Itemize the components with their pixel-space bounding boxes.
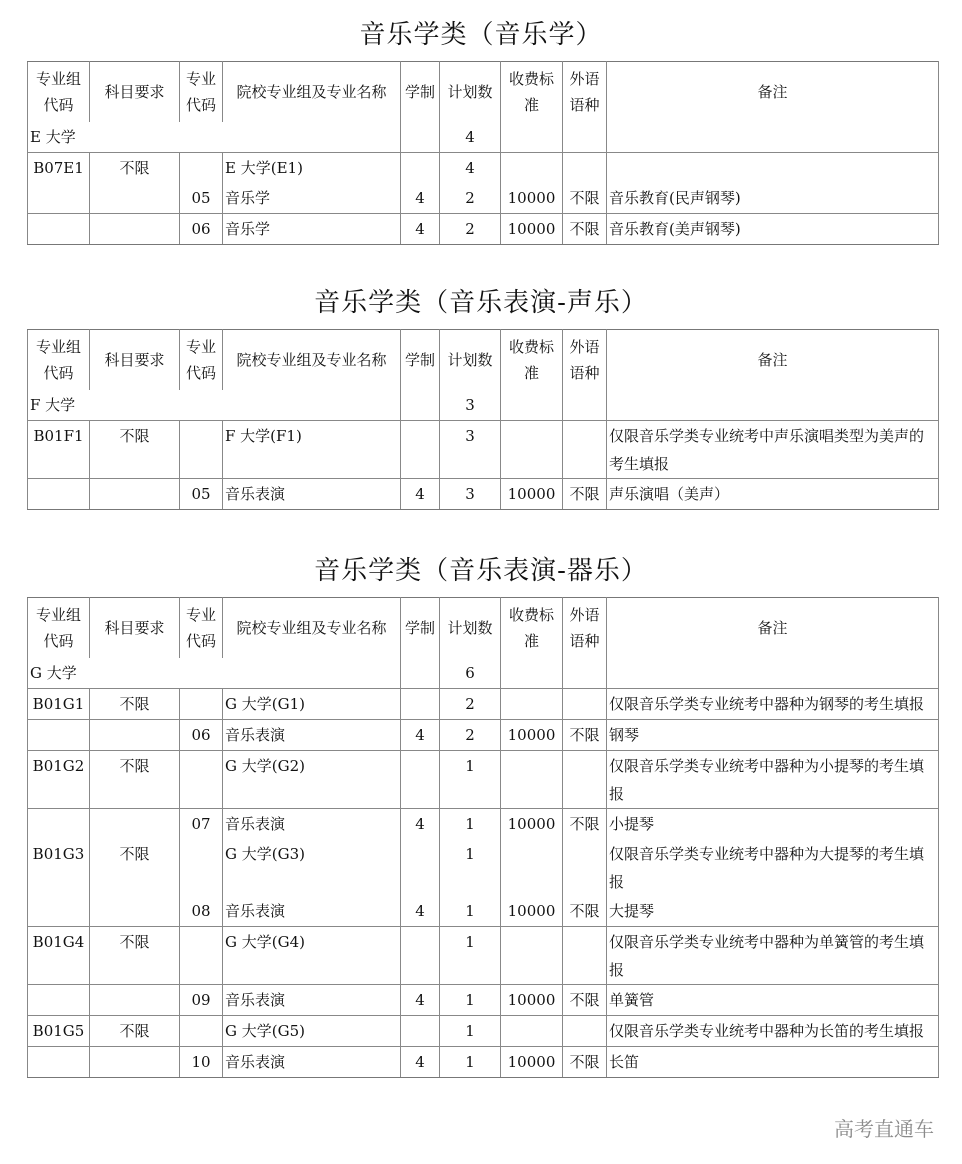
cell-major-code [180,153,223,184]
cell-name: 音乐表演 [223,896,401,927]
cell-subject-req: 不限 [90,927,180,985]
cell-language [563,839,607,896]
cell-major-code [180,927,223,985]
table-row [28,214,939,245]
cell-group-code: B01G3 [28,839,90,896]
cell-name: G 大学(G1) [223,689,401,720]
cell-fee [501,927,563,985]
cell-language: 不限 [563,1047,607,1078]
cell-plan: 1 [440,839,501,896]
column-header-group-code: 专业组代码 [28,598,90,659]
cell-duration: 4 [401,1047,440,1078]
cell-language [563,153,607,184]
cell-major-code: 09 [180,985,223,1016]
cell-plan: 3 [440,421,501,479]
school-row [28,658,939,689]
cell-group-code: B01G2 [28,751,90,809]
cell-note: 小提琴 [607,809,939,840]
cell-subject-req [90,1047,180,1078]
cell-subject-req [90,479,180,510]
cell-plan: 1 [440,985,501,1016]
table-row [28,153,939,184]
cell-note: 仅限音乐学类专业统考中器种为长笛的考生填报 [607,1016,939,1047]
cell-subject-req: 不限 [90,153,180,184]
cell-name: 音乐表演 [223,809,401,840]
cell-group-code: B01G4 [28,927,90,985]
cell-note: 单簧管 [607,985,939,1016]
column-header-duration: 学制 [401,330,440,391]
school-plan: 4 [440,122,501,153]
cell-subject-req [90,214,180,245]
cell-major-code [180,421,223,479]
cell-name: F 大学(F1) [223,421,401,479]
cell-fee [501,1016,563,1047]
cell-duration [401,153,440,184]
cell-note: 仅限音乐学类专业统考中器种为单簧管的考生填报 [607,927,939,985]
table-row [28,927,939,985]
table-row [28,809,939,840]
cell-plan: 1 [440,1016,501,1047]
column-header-plan: 计划数 [440,62,501,123]
table-row [28,421,939,479]
enrollment-table [27,597,939,1078]
cell-major-code: 05 [180,183,223,214]
cell-name: G 大学(G4) [223,927,401,985]
section-title: 音乐学类（音乐学） [359,20,603,50]
table-row [28,985,939,1016]
cell-name: 音乐学 [223,183,401,214]
school-plan: 6 [440,658,501,689]
cell-plan: 4 [440,153,501,184]
cell-group-code: B07E1 [28,153,90,184]
column-header-subject-req: 科目要求 [90,62,180,123]
cell-language [563,1016,607,1047]
cell-note: 仅限音乐学类专业统考中器种为小提琴的考生填报 [607,751,939,809]
cell-fee: 10000 [501,896,563,927]
cell-note [607,153,939,184]
school-name: G 大学 [28,658,401,689]
cell-plan: 1 [440,896,501,927]
cell-plan: 1 [440,1047,501,1078]
table-row [28,1047,939,1078]
empty-cell [563,122,607,153]
column-header-duration: 学制 [401,62,440,123]
header-row [28,62,939,123]
cell-subject-req [90,985,180,1016]
cell-note: 长笛 [607,1047,939,1078]
table-instrumental-performance [27,597,938,1078]
section-title: 音乐学类（音乐表演-器乐） [314,556,648,586]
empty-cell [501,658,563,689]
cell-duration [401,689,440,720]
cell-group-code [28,1047,90,1078]
cell-group-code [28,809,90,840]
section-title: 音乐学类（音乐表演-声乐） [314,288,648,318]
cell-subject-req: 不限 [90,839,180,896]
table-row [28,839,939,896]
cell-group-code: B01F1 [28,421,90,479]
cell-plan: 2 [440,689,501,720]
cell-duration: 4 [401,985,440,1016]
table-music-studies [27,61,938,245]
cell-language: 不限 [563,479,607,510]
school-row [28,122,939,153]
cell-group-code [28,479,90,510]
cell-duration: 4 [401,479,440,510]
empty-cell [563,390,607,421]
cell-group-code [28,214,90,245]
cell-subject-req: 不限 [90,751,180,809]
cell-fee [501,153,563,184]
cell-group-code: B01G5 [28,1016,90,1047]
column-header-plan: 计划数 [440,330,501,391]
column-header-subject-req: 科目要求 [90,330,180,391]
cell-language: 不限 [563,183,607,214]
cell-name: G 大学(G2) [223,751,401,809]
column-header-note: 备注 [607,62,939,123]
cell-language: 不限 [563,214,607,245]
cell-plan: 1 [440,751,501,809]
cell-plan: 2 [440,720,501,751]
cell-plan: 1 [440,809,501,840]
empty-cell [501,122,563,153]
cell-plan: 1 [440,927,501,985]
cell-name: 音乐表演 [223,1047,401,1078]
header-row [28,330,939,391]
empty-cell [563,658,607,689]
column-header-name: 院校专业组及专业名称 [223,62,401,123]
cell-fee: 10000 [501,479,563,510]
empty-cell [607,658,939,689]
cell-note: 仅限音乐学类专业统考中声乐演唱类型为美声的考生填报 [607,421,939,479]
cell-duration: 4 [401,214,440,245]
cell-subject-req [90,720,180,751]
table-vocal-performance [27,329,938,510]
cell-major-code: 10 [180,1047,223,1078]
table-row [28,720,939,751]
cell-plan: 2 [440,183,501,214]
cell-note: 音乐教育(美声钢琴) [607,214,939,245]
cell-name: E 大学(E1) [223,153,401,184]
cell-name: 音乐表演 [223,479,401,510]
column-header-language: 外语语种 [563,330,607,391]
cell-language: 不限 [563,809,607,840]
cell-note: 钢琴 [607,720,939,751]
cell-subject-req [90,896,180,927]
table-row [28,751,939,809]
table-row [28,689,939,720]
empty-cell [401,390,440,421]
cell-fee [501,839,563,896]
cell-duration: 4 [401,809,440,840]
cell-major-code [180,751,223,809]
cell-name: G 大学(G5) [223,1016,401,1047]
empty-cell [501,390,563,421]
school-row [28,390,939,421]
cell-name: 音乐学 [223,214,401,245]
cell-name: G 大学(G3) [223,839,401,896]
cell-group-code [28,896,90,927]
column-header-name: 院校专业组及专业名称 [223,330,401,391]
cell-duration [401,421,440,479]
cell-language [563,751,607,809]
cell-major-code: 06 [180,720,223,751]
column-header-major-code: 专业代码 [180,330,223,391]
cell-language [563,421,607,479]
column-header-group-code: 专业组代码 [28,62,90,123]
column-header-language: 外语语种 [563,62,607,123]
cell-group-code [28,183,90,214]
cell-duration [401,927,440,985]
cell-subject-req: 不限 [90,421,180,479]
header-row [28,598,939,659]
cell-duration: 4 [401,183,440,214]
cell-name: 音乐表演 [223,985,401,1016]
table-row [28,1016,939,1047]
cell-fee: 10000 [501,985,563,1016]
cell-fee: 10000 [501,1047,563,1078]
cell-major-code [180,689,223,720]
column-header-fee: 收费标准 [501,330,563,391]
school-plan: 3 [440,390,501,421]
cell-language: 不限 [563,720,607,751]
cell-group-code [28,720,90,751]
cell-plan: 2 [440,214,501,245]
cell-language [563,689,607,720]
school-name: F 大学 [28,390,401,421]
cell-duration [401,1016,440,1047]
cell-major-code [180,839,223,896]
empty-cell [401,658,440,689]
column-header-subject-req: 科目要求 [90,598,180,659]
cell-fee: 10000 [501,214,563,245]
cell-note: 音乐教育(民声钢琴) [607,183,939,214]
cell-major-code: 08 [180,896,223,927]
table-row [28,183,939,214]
cell-group-code: B01G1 [28,689,90,720]
column-header-duration: 学制 [401,598,440,659]
cell-note: 声乐演唱（美声） [607,479,939,510]
cell-subject-req: 不限 [90,1016,180,1047]
table-row [28,896,939,927]
table-row [28,479,939,510]
column-header-major-code: 专业代码 [180,598,223,659]
cell-duration: 4 [401,896,440,927]
column-header-group-code: 专业组代码 [28,330,90,391]
cell-subject-req [90,183,180,214]
cell-fee [501,751,563,809]
empty-cell [607,390,939,421]
cell-duration: 4 [401,720,440,751]
cell-fee: 10000 [501,183,563,214]
cell-subject-req: 不限 [90,689,180,720]
column-header-note: 备注 [607,598,939,659]
cell-duration [401,751,440,809]
column-header-language: 外语语种 [563,598,607,659]
empty-cell [401,122,440,153]
cell-major-code [180,1016,223,1047]
watermark: 高考直通车 [834,1117,934,1141]
empty-cell [607,122,939,153]
column-header-fee: 收费标准 [501,598,563,659]
cell-note: 仅限音乐学类专业统考中器种为钢琴的考生填报 [607,689,939,720]
column-header-note: 备注 [607,330,939,391]
cell-major-code: 05 [180,479,223,510]
column-header-fee: 收费标准 [501,62,563,123]
cell-fee: 10000 [501,809,563,840]
cell-subject-req [90,809,180,840]
enrollment-table [27,329,939,510]
column-header-plan: 计划数 [440,598,501,659]
cell-language [563,927,607,985]
cell-major-code: 06 [180,214,223,245]
cell-fee [501,421,563,479]
school-name: E 大学 [28,122,401,153]
cell-duration [401,839,440,896]
cell-plan: 3 [440,479,501,510]
cell-language: 不限 [563,985,607,1016]
cell-group-code [28,985,90,1016]
cell-fee: 10000 [501,720,563,751]
column-header-name: 院校专业组及专业名称 [223,598,401,659]
cell-major-code: 07 [180,809,223,840]
cell-name: 音乐表演 [223,720,401,751]
column-header-major-code: 专业代码 [180,62,223,123]
cell-note: 仅限音乐学类专业统考中器种为大提琴的考生填报 [607,839,939,896]
enrollment-table [27,61,939,245]
cell-fee [501,689,563,720]
cell-language: 不限 [563,896,607,927]
cell-note: 大提琴 [607,896,939,927]
